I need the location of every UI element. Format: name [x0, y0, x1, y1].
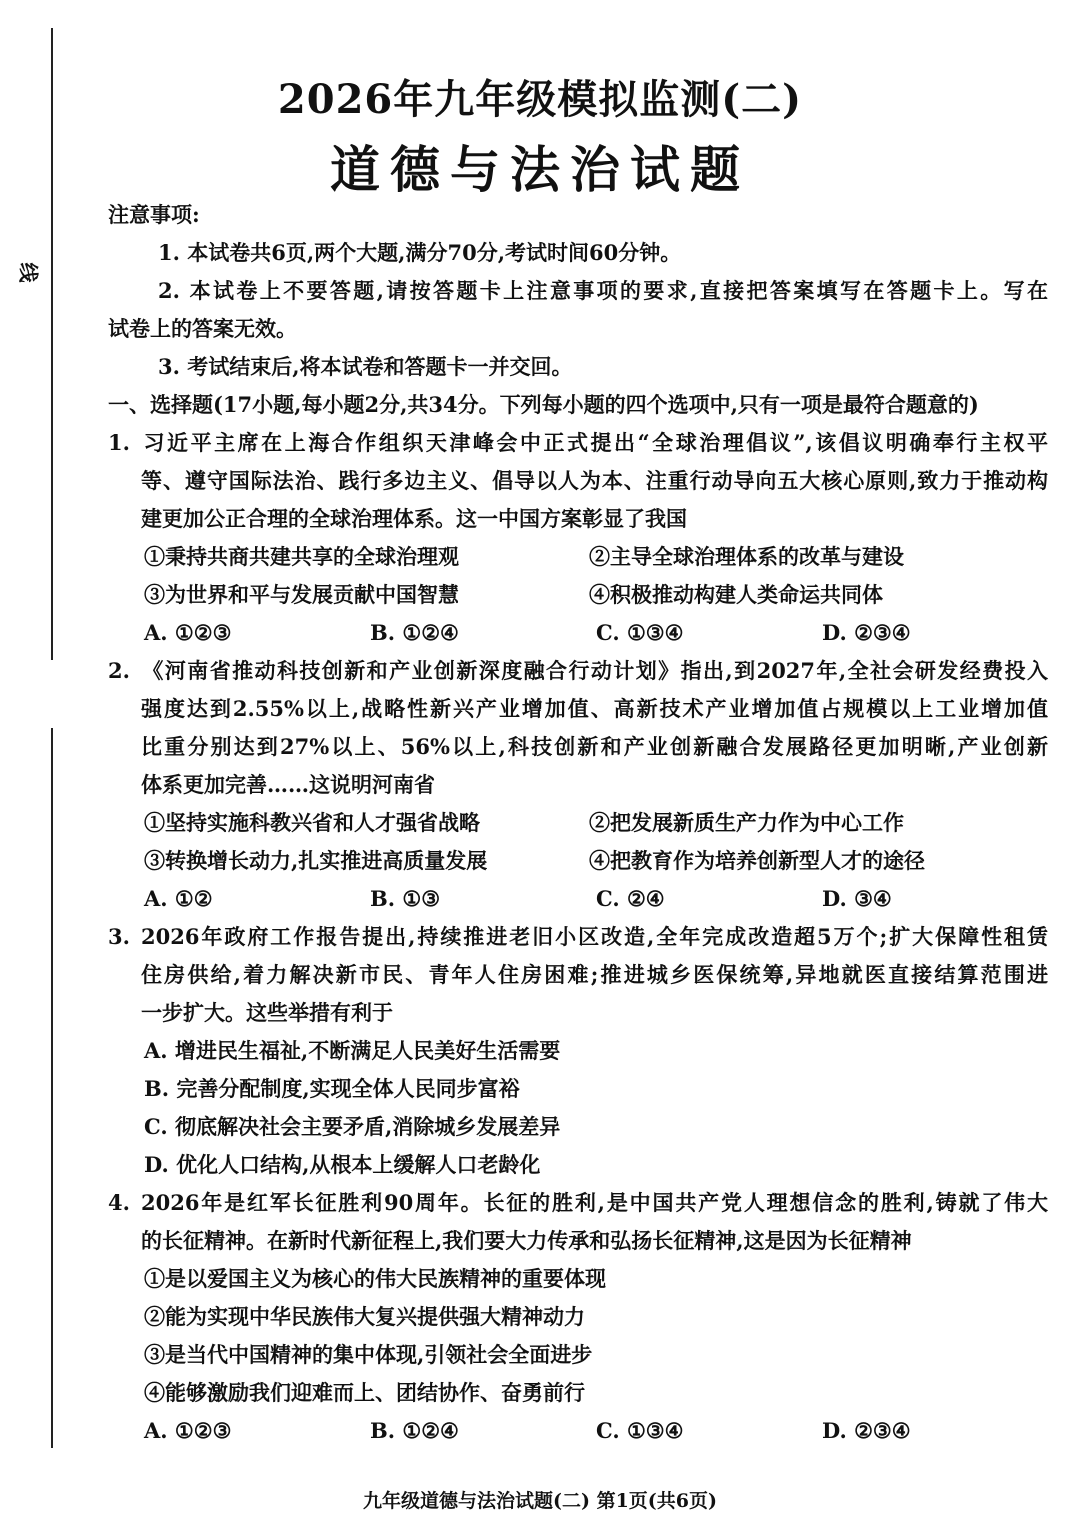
statement: ②主导全球治理体系的改革与建设 [589, 544, 904, 569]
statement: ①坚持实施科教兴省和人才强省战略 [144, 810, 480, 835]
question-text: 建更加公正合理的全球治理体系。这一中国方案彰显了我国 [141, 506, 687, 531]
question-2 [108, 652, 1048, 918]
statement: ④能够激励我们迎难而上、团结协作、奋勇前行 [144, 1380, 585, 1405]
question-number: 2. [108, 658, 130, 683]
question-text: 强度达到2.55%以上,战略性新兴产业增加值、高新技术产业增加值占规模以上工业增加值 [141, 696, 1048, 721]
statement: ③转换增长动力,扎实推进高质量发展 [144, 848, 488, 873]
question-1 [108, 424, 1048, 652]
answer-choice-d: D. ②③④ [822, 1418, 911, 1443]
answer-choice-b: B. 完善分配制度,实现全体人民同步富裕 [144, 1076, 520, 1101]
answer-choice-d: D. ②③④ [822, 620, 911, 645]
question-number: 1. [108, 430, 130, 455]
question-text: 《河南省推动科技创新和产业创新深度融合行动计划》指出,到2027年,全社会研发经费投入 [141, 658, 1048, 683]
note-item: 1. 本试卷共6页,两个大题,满分70分,考试时间60分钟。 [158, 240, 682, 265]
statement: ④积极推动构建人类命运共同体 [589, 582, 883, 607]
section-heading: 一、选择题(17小题,每小题2分,共34分。下列每小题的四个选项中,只有一项是最符合题意的) [108, 392, 979, 417]
question-number: 4. [108, 1190, 130, 1215]
question-text: 体系更加完善……这说明河南省 [141, 772, 435, 797]
statement: ④把教育作为培养创新型人才的途径 [589, 848, 925, 873]
answer-choice-a: A. ①②③ [144, 620, 232, 645]
answer-choice-c: C. ②④ [596, 886, 665, 911]
answer-choice-c: C. 彻底解决社会主要矛盾,消除城乡发展差异 [144, 1114, 561, 1139]
answer-choice-a: A. ①② [144, 886, 213, 911]
question-text: 2026年是红军长征胜利90周年。长征的胜利,是中国共产党人理想信念的胜利,铸就了伟大 [141, 1190, 1048, 1215]
answer-choice-d: D. ③④ [822, 886, 892, 911]
answer-choice-b: B. ①②④ [370, 620, 459, 645]
question-text: 住房供给,着力解决新市民、青年人住房困难;推进城乡医保统筹,异地就医直接结算范围进 [141, 962, 1048, 987]
statement: ①是以爱国主义为核心的伟大民族精神的重要体现 [144, 1266, 606, 1291]
question-text: 一步扩大。这些举措有利于 [141, 1000, 393, 1025]
statement: ②能为实现中华民族伟大复兴提供强大精神动力 [144, 1304, 585, 1329]
page-footer: 九年级道德与法治试题(二) 第1页(共6页) [362, 1490, 717, 1512]
note-item: 2. 本试卷上不要答题,请按答题卡上注意事项的要求,直接把答案填写在答题卡上。写在 [158, 278, 1048, 303]
question-text: 习近平主席在上海合作组织天津峰会中正式提出“全球治理倡议”,该倡议明确奉行主权平 [141, 430, 1048, 455]
notes-heading: 注意事项: [108, 202, 200, 227]
answer-choice-a: A. ①②③ [144, 1418, 232, 1443]
question-3 [108, 918, 1048, 1184]
exam-content [108, 196, 1048, 1450]
answer-choice-b: B. ①③ [370, 886, 441, 911]
answer-choice-c: C. ①③④ [596, 1418, 684, 1443]
binding-margin-char: 线 [16, 262, 41, 283]
statement: ②把发展新质生产力作为中心工作 [589, 810, 904, 835]
statement: ③为世界和平与发展贡献中国智慧 [144, 582, 459, 607]
question-text: 的长征精神。在新时代新征程上,我们要大力传承和弘扬长征精神,这是因为长征精神 [141, 1228, 912, 1253]
answer-choice-b: B. ①②④ [370, 1418, 459, 1443]
exam-title: 2026年九年级模拟监测(二) [277, 76, 803, 123]
exam-subject-title: 道德与法治试题 [330, 140, 750, 199]
binding-line-bottom [51, 728, 53, 1448]
question-text: 2026年政府工作报告提出,持续推进老旧小区改造,全年完成改造超5万个;扩大保障性租赁 [141, 924, 1048, 949]
statement: ①秉持共商共建共享的全球治理观 [144, 544, 459, 569]
answer-choice-d: D. 优化人口结构,从根本上缓解人口老龄化 [144, 1152, 541, 1177]
question-4 [108, 1184, 1048, 1450]
question-number: 3. [108, 924, 130, 949]
note-item: 3. 考试结束后,将本试卷和答题卡一并交回。 [158, 354, 573, 379]
answer-choice-c: C. ①③④ [596, 620, 684, 645]
question-text: 等、遵守国际法治、践行多边主义、倡导以人为本、注重行动导向五大核心原则,致力于推动构 [141, 468, 1048, 493]
answer-choice-a: A. 增进民生福祉,不断满足人民美好生活需要 [144, 1038, 561, 1063]
statement: ③是当代中国精神的集中体现,引领社会全面进步 [144, 1342, 593, 1367]
question-text: 比重分别达到27%以上、56%以上,科技创新和产业创新融合发展路径更加明晰,产业创新 [141, 734, 1048, 759]
note-item-continued: 试卷上的答案无效。 [108, 316, 297, 341]
